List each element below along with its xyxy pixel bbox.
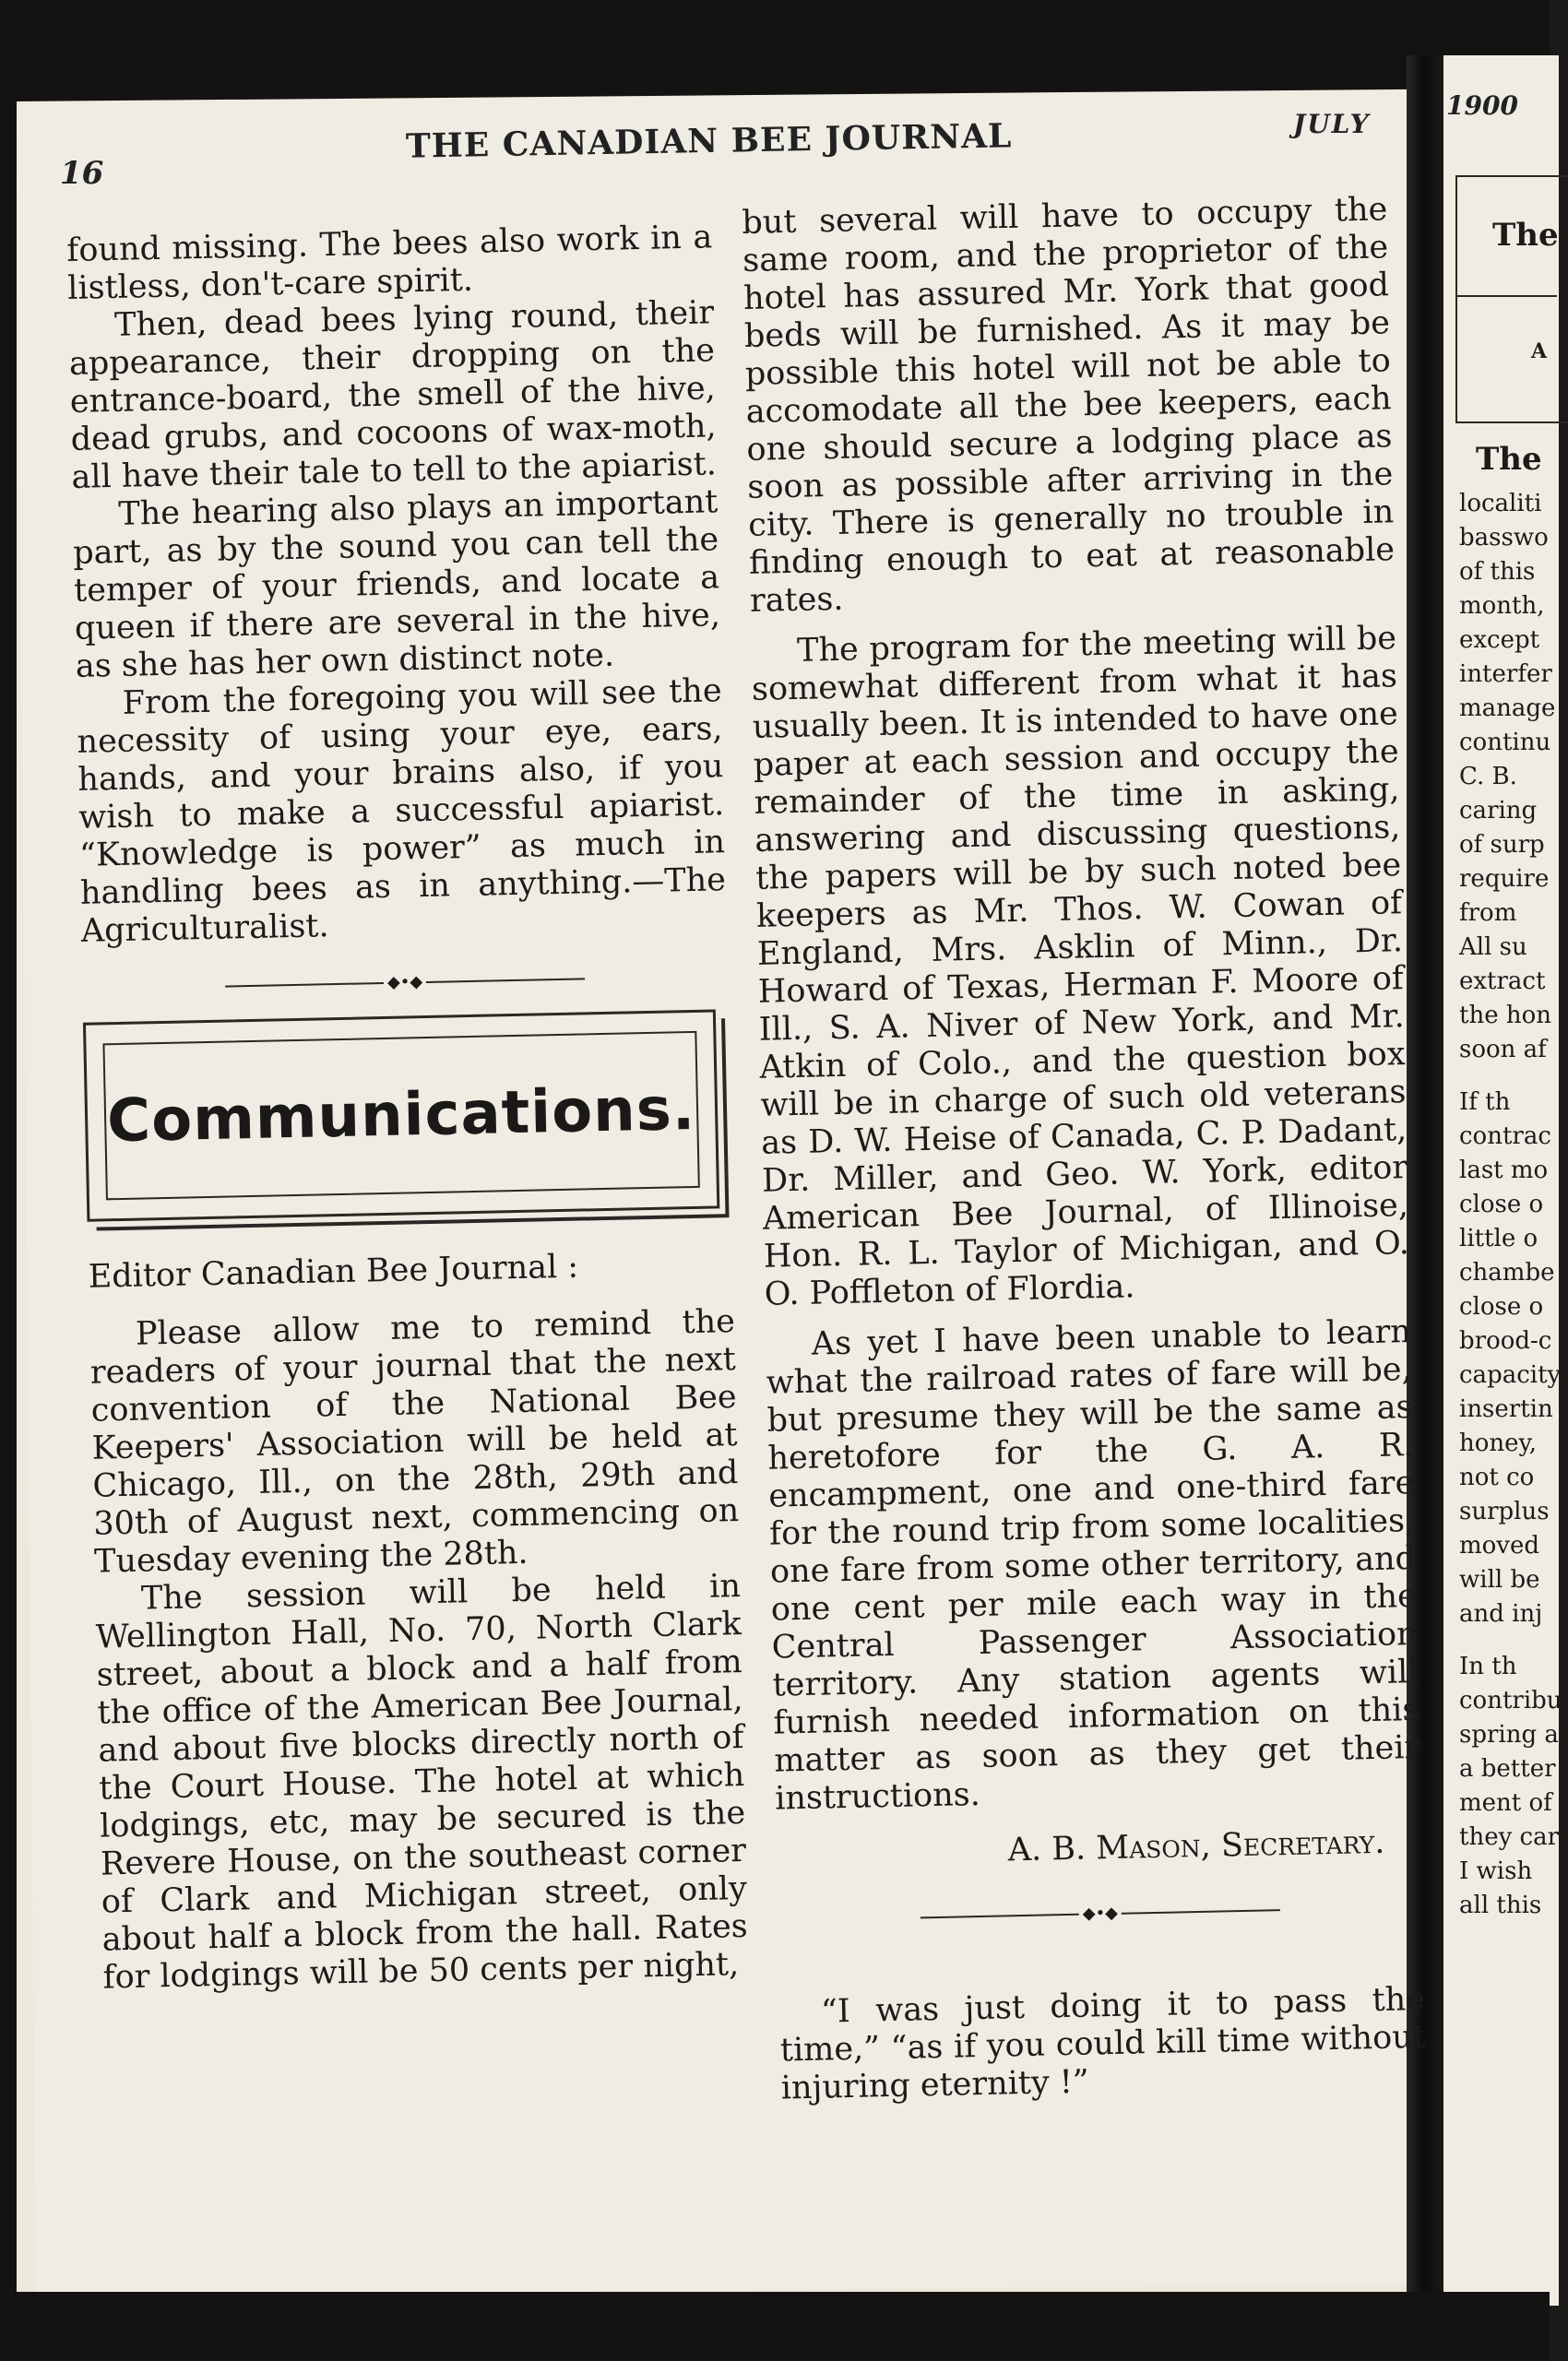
divider-ornament-icon: ◆•◆ <box>384 973 427 992</box>
right-page-line: brood-c <box>1459 1327 1552 1355</box>
right-page-line: they car <box>1459 1823 1560 1851</box>
paragraph: From the foregoing you will see the necessity of using your eye, ears, hands, and your brains also, if you wish to make a successful apiarist. “Knowledge is power” as much in handling bees as in anything.—The Agriculturalist. <box>77 672 727 950</box>
right-page-line: basswo <box>1459 524 1549 552</box>
paragraph: Please allow me to remind the readers of your journal that the next convention of the National Bee Keepers' Association will be held at Chicago, Ill., on the 28th, 29th and 30th of August next, commencing on Tuesday evening the 28th. <box>89 1303 740 1581</box>
right-page-year: 1900 <box>1446 90 1518 121</box>
paragraph: Then, dead bees lying round, their appearance, their dropping on the entrance-board, the smell of the hive, dead grubs, and cocoons of wax-moth, all have their tale to tell to the apiarist. <box>68 294 718 496</box>
section-heading: Communications. <box>106 1074 696 1156</box>
right-page-line: little o <box>1459 1225 1538 1252</box>
right-page-line: In th <box>1459 1653 1517 1680</box>
paragraph: but several will have to occupy the same room, and the proprietor of the hotel has assured Mr. York that good beds will be furnished. As it may be possible this hotel will not be able to accomodate all the bee keepers, each one should secure a lodging place as soon as possible after arriving in the city. There is generally no trouble in finding enough to eat at reasonable rates. <box>742 191 1396 620</box>
right-page-line: will be <box>1459 1566 1540 1594</box>
right-page-lead-word: The <box>1476 441 1542 478</box>
right-page-line: require <box>1459 865 1550 893</box>
right-page-line: of surp <box>1459 831 1545 859</box>
divider-ornament-icon: ◆•◆ <box>1079 1904 1123 1924</box>
ornamental-divider <box>921 1901 1280 1927</box>
right-page-line: capacity <box>1459 1361 1562 1389</box>
paragraph: found missing. The bees also work in a listless, don't-care spirit. <box>66 219 713 307</box>
right-page-box-title: The <box>1492 217 1559 254</box>
paragraph: The hearing also plays an important part, as by the sound you can tell the temper of your friends, and locate a queen if there are several in the hive, as she has her own distinct note. <box>72 483 721 685</box>
right-page-line: month, <box>1459 592 1545 620</box>
page-number: 16 <box>60 155 104 192</box>
right-page-line: caring <box>1459 797 1538 825</box>
right-page-box <box>1455 175 1568 423</box>
right-page-line: close o <box>1459 1191 1544 1218</box>
right-page-box-letter: A <box>1531 339 1548 363</box>
scan-background-left <box>0 0 17 2361</box>
signature: A. B. Mason, Secretary. <box>1007 1823 1385 1869</box>
right-page-line: localiti <box>1459 490 1542 517</box>
right-page-line: contribu <box>1459 1687 1562 1714</box>
month-label: JULY <box>1293 109 1371 139</box>
journal-title: THE CANADIAN BEE JOURNAL <box>405 116 1013 166</box>
right-page-line: last mo <box>1459 1157 1549 1184</box>
right-page-line: soon af <box>1459 1036 1547 1063</box>
right-page-line: chambe <box>1459 1259 1555 1287</box>
middle-column <box>742 191 1427 2107</box>
right-page-line: honey, <box>1459 1430 1538 1457</box>
closing-quote: “I was just doing it to pass the time,” “as if you could kill time without injuring eternity !” <box>779 1980 1427 2107</box>
salutation: Editor Canadian Bee Journal : <box>88 1248 579 1296</box>
right-page-line: manage <box>1459 694 1556 722</box>
right-page-line: moved <box>1459 1532 1540 1560</box>
right-page-line: C. B. <box>1459 763 1517 790</box>
right-page-line: and inj <box>1459 1600 1543 1628</box>
right-page-line: the hon <box>1459 1002 1551 1029</box>
right-page-line: of this <box>1459 558 1536 586</box>
scan-background-bottom <box>0 2292 1550 2361</box>
right-page-line: insertin <box>1459 1395 1553 1423</box>
paragraph: The session will be held in Wellington Hall, No. 70, North Clark street, about a block and a half from the office of the American Bee Journal, and about five blocks directly north of the Court House. The hotel at which lodgings, etc, may be secured is the Revere House, on the southeast corner of Clark and Michigan street, only about half a block from the hall. Rates for lodgings will be 50 cents per night, <box>95 1568 749 1997</box>
section-heading-box <box>83 1009 719 1221</box>
right-page-line: ment of <box>1459 1789 1552 1817</box>
right-page-line: If th <box>1459 1088 1511 1116</box>
right-page-line: All su <box>1459 933 1527 961</box>
ornamental-divider <box>225 969 585 995</box>
right-page-line: close o <box>1459 1293 1544 1321</box>
left-column <box>66 219 749 1997</box>
right-page-line: a better <box>1459 1755 1556 1783</box>
right-page-line: surplus <box>1459 1498 1550 1525</box>
paragraph: As yet I have been unable to learn what the railroad rates of fare will be, but presume they will be the same as heretofore for the G. A. R. encampment, one and one-third fare for the round trip from some localities, one fare from some other territory, and one cent per mile each way in the Central Passenger Association territory. Any station agents will furnish needed information on this matter as soon as they get their instructions. <box>766 1313 1420 1818</box>
right-page-line: not co <box>1459 1464 1535 1491</box>
right-page-line: I wish <box>1459 1857 1533 1885</box>
paragraph: The program for the meeting will be somewhat different from what it has usually been. It is intended to have one paper at each session and occupy the remainder of the time in asking, answering and discussing questions, the papers will be by such noted bee keepers as Mr. Thos. W. Cowan of England, Mrs. Asklin of Minn., Dr. Howard of Texas, Herman F. Moore of Ill., S. A. Niver of New York, and Mr. Atkin of Colo., and the question box will be in charge of such old veterans as D. W. Heise of Canada, C. P. Dadant, Dr. Miller, and Geo. W. York, editor American Bee Journal, of Illinoise, Hon. R. L. Taylor of Michigan, and O. O. Poffleton of Flordia. <box>751 620 1410 1313</box>
right-page-line: extract <box>1459 967 1546 995</box>
right-page-line: spring a <box>1459 1721 1559 1749</box>
right-page-line: continu <box>1459 729 1551 756</box>
right-page-line: all this <box>1459 1892 1542 1919</box>
right-page-box-rule <box>1455 295 1557 297</box>
right-page-line: interfer <box>1459 660 1552 688</box>
right-page-line: contrac <box>1459 1122 1551 1150</box>
right-page-line: except <box>1459 626 1540 654</box>
section-heading-inner-frame <box>102 1031 699 1200</box>
right-page-line: from <box>1459 899 1517 927</box>
